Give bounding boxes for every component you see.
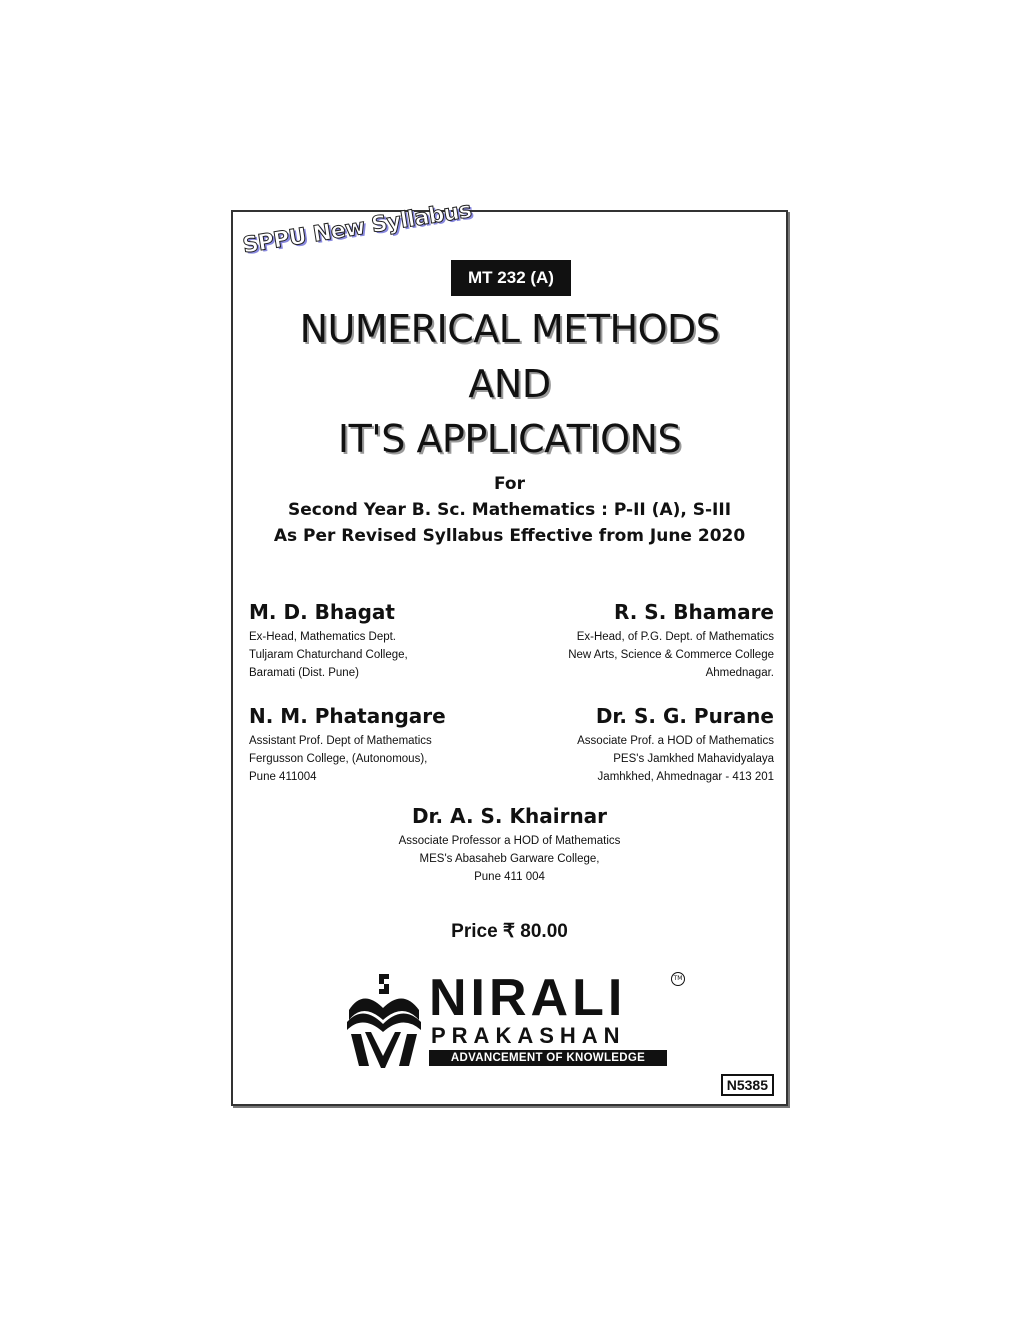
author-affiliation: Ahmednagar.	[705, 667, 774, 679]
author-name: Dr. A. S. Khairnar	[411, 804, 608, 828]
price-label: Price ₹ 80.00	[451, 921, 568, 942]
author-affiliation: Jamhkhed, Ahmednagar - 413 201	[597, 771, 774, 783]
author-bhagat	[249, 600, 509, 682]
author-name: N. M. Phatangare	[249, 704, 446, 728]
author-phatangare	[249, 704, 509, 786]
author-affiliation: PES's Jamkhed Mahavidyalaya	[613, 753, 774, 765]
title-line-3: IT'S APPLICATIONS	[337, 417, 682, 461]
publisher-tagline: ADVANCEMENT OF KNOWLEDGE	[429, 1050, 667, 1066]
publisher-logo-icon	[341, 970, 427, 1070]
author-name: M. D. Bhagat	[249, 600, 395, 624]
trademark-mark: TM	[671, 972, 685, 986]
syllabus-note: As Per Revised Syllabus Effective from June 2020	[273, 526, 746, 546]
author-affiliation: Fergusson College, (Autonomous),	[249, 753, 428, 765]
author-affiliation: Baramati (Dist. Pune)	[249, 667, 359, 679]
author-affiliation: Assistant Prof. Dept of Mathematics	[249, 735, 432, 747]
catalog-number: N5385	[721, 1074, 774, 1096]
author-affiliation: Tuljaram Chaturchand College,	[249, 649, 408, 661]
author-khairnar	[233, 804, 786, 886]
publisher-logo	[341, 970, 681, 1070]
author-affiliation: Associate Prof. a HOD of Mathematics	[577, 735, 774, 747]
syllabus-stamp: SPPU New Syllabus	[241, 197, 474, 259]
title-line-1: NUMERICAL METHODS	[299, 307, 720, 351]
author-name: R. S. Bhamare	[613, 600, 774, 624]
author-affiliation: Associate Professor a HOD of Mathematics	[398, 835, 621, 847]
title-line-2: AND	[468, 362, 551, 406]
for-label: For	[494, 474, 525, 494]
author-affiliation: Ex-Head, Mathematics Dept.	[249, 631, 397, 643]
publisher-subname: PRAKASHAN	[431, 1023, 626, 1048]
book-cover	[231, 197, 788, 1106]
author-purane	[514, 704, 774, 786]
course-code-badge: MT 232 (A)	[451, 260, 571, 296]
author-affiliation: MES's Abasaheb Garware College,	[419, 853, 600, 865]
author-affiliation: New Arts, Science & Commerce College	[568, 649, 774, 661]
author-affiliation: Ex-Head, of P.G. Dept. of Mathematics	[576, 631, 774, 643]
audience-line: Second Year B. Sc. Mathematics : P-II (A), S-III	[287, 500, 732, 520]
publisher-name: NIRALI	[429, 969, 627, 1027]
author-affiliation: Pune 411 004	[474, 871, 545, 883]
author-name: Dr. S. G. Purane	[595, 704, 774, 728]
author-bhamare	[514, 600, 774, 682]
author-affiliation: Pune 411004	[249, 771, 317, 783]
